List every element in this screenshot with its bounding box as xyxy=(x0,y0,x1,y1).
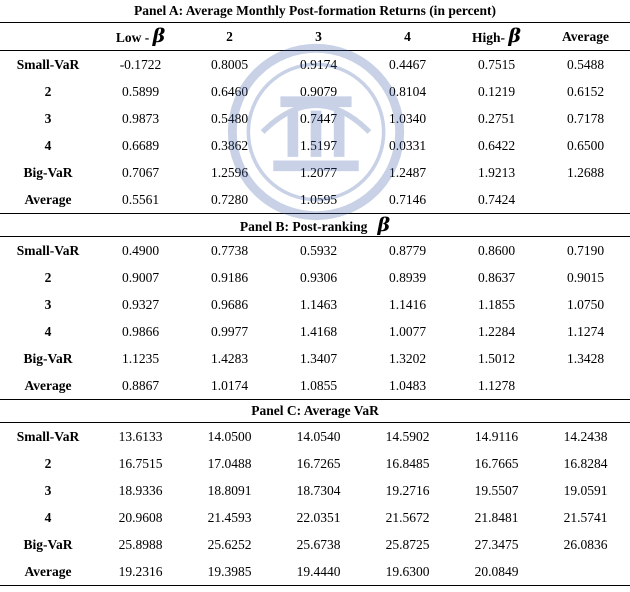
table-cell: 1.1463 xyxy=(299,296,338,312)
table-row xyxy=(0,423,630,451)
row-label: Big-VaR xyxy=(23,350,73,366)
table-cell: 16.7515 xyxy=(118,455,163,471)
table-cell: 0.2751 xyxy=(477,110,516,126)
table-cell: 1.3407 xyxy=(299,350,338,366)
panel-b-title xyxy=(0,214,630,237)
table-cell: 20.9608 xyxy=(118,509,163,525)
table-cell xyxy=(541,186,630,214)
row-label: 2 xyxy=(44,269,52,285)
table-cell: 1.1416 xyxy=(388,296,427,312)
table-cell: 1.2077 xyxy=(299,164,338,180)
row-label: 3 xyxy=(44,482,52,498)
table-cell: 25.8725 xyxy=(385,536,430,552)
table-cell: 0.9306 xyxy=(299,269,338,285)
table-cell: 1.5012 xyxy=(477,350,516,366)
table-cell: 19.0591 xyxy=(563,482,608,498)
panel-c-title: Panel C: Average VaR xyxy=(0,400,630,423)
column-header-row xyxy=(0,23,630,51)
panel-c-title-row xyxy=(0,400,630,423)
table-cell: 0.7515 xyxy=(477,56,516,72)
table-cell: 26.0836 xyxy=(563,536,608,552)
table-cell: 1.0077 xyxy=(388,323,427,339)
panel-b-title-row xyxy=(0,214,630,237)
row-label: Big-VaR xyxy=(23,164,73,180)
row-label: Big-VaR xyxy=(23,536,73,552)
table-cell: 1.1855 xyxy=(477,296,516,312)
table-row xyxy=(0,477,630,504)
table-cell: 0.8939 xyxy=(388,269,427,285)
table-cell: 25.8988 xyxy=(118,536,163,552)
row-label: Average xyxy=(24,191,72,207)
row-label: 3 xyxy=(44,296,52,312)
table-row xyxy=(0,291,630,318)
table-row xyxy=(0,450,630,477)
table-cell: 21.8481 xyxy=(474,509,519,525)
table-cell: 0.8867 xyxy=(121,377,160,393)
table-cell: 22.0351 xyxy=(296,509,341,525)
table-cell: 16.8284 xyxy=(563,455,608,471)
table-cell: 1.2487 xyxy=(388,164,427,180)
table-cell: 1.2688 xyxy=(566,164,605,180)
table-cell: 0.4467 xyxy=(388,56,427,72)
header-low-beta xyxy=(96,23,185,51)
table-cell: 0.5561 xyxy=(121,191,160,207)
table-row xyxy=(0,159,630,186)
table-row xyxy=(0,345,630,372)
table-cell xyxy=(541,372,630,400)
row-label: 4 xyxy=(44,509,52,525)
header-corner xyxy=(0,23,96,51)
table-cell: 19.5507 xyxy=(474,482,519,498)
panel-a-body xyxy=(0,51,630,214)
table-cell: 0.7146 xyxy=(388,191,427,207)
panel-a-title: Panel A: Average Monthly Post-formation Returns (in percent) xyxy=(0,0,630,23)
table-cell: 19.2716 xyxy=(385,482,430,498)
row-label: 4 xyxy=(44,323,52,339)
table-cell: 16.7665 xyxy=(474,455,519,471)
table-cell: 0.9977 xyxy=(210,323,249,339)
table-row xyxy=(0,186,630,214)
table-cell xyxy=(541,558,630,586)
table-row xyxy=(0,237,630,265)
table-cell: 14.9116 xyxy=(474,428,519,444)
beta-symbol: β xyxy=(152,25,166,47)
table-cell: 1.5197 xyxy=(299,137,338,153)
table-cell: 0.6500 xyxy=(566,137,605,153)
row-label: 2 xyxy=(44,455,52,471)
table-cell: 1.0595 xyxy=(299,191,338,207)
table-cell: 14.5902 xyxy=(385,428,430,444)
table-cell: 16.7265 xyxy=(296,455,341,471)
table-cell: 1.1278 xyxy=(477,377,516,393)
table-cell: 0.8104 xyxy=(388,83,427,99)
header-high-label: High- xyxy=(471,30,509,45)
table-cell: 1.0174 xyxy=(210,377,249,393)
table-cell: 0.5932 xyxy=(299,242,338,258)
table-cell: 0.8779 xyxy=(388,242,427,258)
table-cell: 16.8485 xyxy=(385,455,430,471)
table-cell: 27.3475 xyxy=(474,536,519,552)
table-cell: 21.4593 xyxy=(207,509,252,525)
table-cell: 0.7067 xyxy=(121,164,160,180)
panel-b-body xyxy=(0,237,630,400)
table-row xyxy=(0,264,630,291)
table-cell: 1.1235 xyxy=(121,350,160,366)
table-cell: 1.4168 xyxy=(299,323,338,339)
table-cell: 0.8005 xyxy=(210,56,249,72)
beta-symbol: β xyxy=(508,25,521,47)
table-cell: 19.3985 xyxy=(185,558,274,586)
table-cell: 0.5899 xyxy=(121,83,160,99)
table-cell: 1.0855 xyxy=(299,377,338,393)
table-cell: 18.8091 xyxy=(207,482,252,498)
table-cell: 0.5488 xyxy=(566,56,605,72)
table-cell: 19.6300 xyxy=(363,558,452,586)
table-cell: 14.0500 xyxy=(207,428,252,444)
table-cell: 14.2438 xyxy=(563,428,608,444)
row-label: Small-VaR xyxy=(16,242,80,258)
table-cell: 0.9327 xyxy=(121,296,160,312)
table-cell: 1.4283 xyxy=(210,350,249,366)
table-cell: 20.0849 xyxy=(452,558,541,586)
header-col-4: 4 xyxy=(363,23,452,51)
table-cell: 25.6738 xyxy=(296,536,341,552)
header-col-3: 3 xyxy=(274,23,363,51)
row-label: Small-VaR xyxy=(16,428,80,444)
table-cell: 18.9336 xyxy=(118,482,163,498)
table-cell: 13.6133 xyxy=(118,428,163,444)
table-cell: 0.9079 xyxy=(299,83,338,99)
table-cell: 0.4900 xyxy=(121,242,160,258)
table-row xyxy=(0,105,630,132)
table-cell: 18.7304 xyxy=(296,482,341,498)
table-cell: 0.9873 xyxy=(121,110,160,126)
table-cell: 1.1274 xyxy=(566,323,605,339)
table-cell: 1.0340 xyxy=(388,110,427,126)
table-cell: 1.3428 xyxy=(566,350,605,366)
table-cell: 0.6422 xyxy=(477,137,516,153)
header-low-label: Low - xyxy=(115,30,153,45)
panel-c-body xyxy=(0,423,630,586)
row-label: Average xyxy=(24,377,72,393)
table-row xyxy=(0,531,630,558)
table-row xyxy=(0,558,630,586)
row-label: 2 xyxy=(44,83,52,99)
row-label: Average xyxy=(0,558,96,586)
table-cell: 21.5672 xyxy=(385,509,430,525)
table-cell: 25.6252 xyxy=(207,536,252,552)
beta-symbol: β xyxy=(377,213,391,236)
table-row xyxy=(0,78,630,105)
table-cell: 1.2596 xyxy=(210,164,249,180)
table-cell: 1.2284 xyxy=(477,323,516,339)
table-cell: 0.7280 xyxy=(210,191,249,207)
header-average: Average xyxy=(541,23,630,51)
table-row xyxy=(0,504,630,531)
table-cell: 0.7424 xyxy=(477,191,516,207)
table-cell: 0.8600 xyxy=(477,242,516,258)
header-col-2: 2 xyxy=(185,23,274,51)
table-cell: 0.9174 xyxy=(299,56,338,72)
row-label: 4 xyxy=(44,137,52,153)
table-cell: 0.7190 xyxy=(566,242,605,258)
table-cell: 1.3202 xyxy=(388,350,427,366)
table-cell: 0.6152 xyxy=(566,83,605,99)
panel-a-title-row xyxy=(0,0,630,23)
table-cell: 0.7738 xyxy=(210,242,249,258)
table-row xyxy=(0,51,630,79)
table-cell: 0.7178 xyxy=(566,110,605,126)
table-cell: 0.7447 xyxy=(299,110,338,126)
table-cell: 1.0483 xyxy=(388,377,427,393)
table-cell: 0.3862 xyxy=(210,137,249,153)
table-cell: 0.5480 xyxy=(210,110,249,126)
table-cell: 1.0750 xyxy=(566,296,605,312)
table-cell: 21.5741 xyxy=(563,509,608,525)
panel-b-title-text: Panel B: Post-ranking xyxy=(239,218,368,234)
table-cell: 14.0540 xyxy=(296,428,341,444)
table-row xyxy=(0,318,630,345)
table-cell: 0.9186 xyxy=(210,269,249,285)
table-cell: 0.9686 xyxy=(210,296,249,312)
table-cell: 0.8637 xyxy=(477,269,516,285)
table-cell: 0.0331 xyxy=(388,137,427,153)
table-cell: 0.9007 xyxy=(121,269,160,285)
table-cell: 0.9866 xyxy=(121,323,160,339)
table-cell: 0.6460 xyxy=(210,83,249,99)
table-cell: -0.1722 xyxy=(119,56,162,72)
table-row xyxy=(0,132,630,159)
table-cell: 0.1219 xyxy=(477,83,516,99)
table-cell: 0.9015 xyxy=(566,269,605,285)
table-cell: 19.4440 xyxy=(274,558,363,586)
header-high-beta xyxy=(452,23,541,51)
row-label: Small-VaR xyxy=(16,56,80,72)
table-cell: 0.6689 xyxy=(121,137,160,153)
table-row xyxy=(0,372,630,400)
table-cell: 17.0488 xyxy=(207,455,252,471)
row-label: 3 xyxy=(44,110,52,126)
table-cell: 1.9213 xyxy=(477,164,516,180)
table-cell: 19.2316 xyxy=(96,558,185,586)
